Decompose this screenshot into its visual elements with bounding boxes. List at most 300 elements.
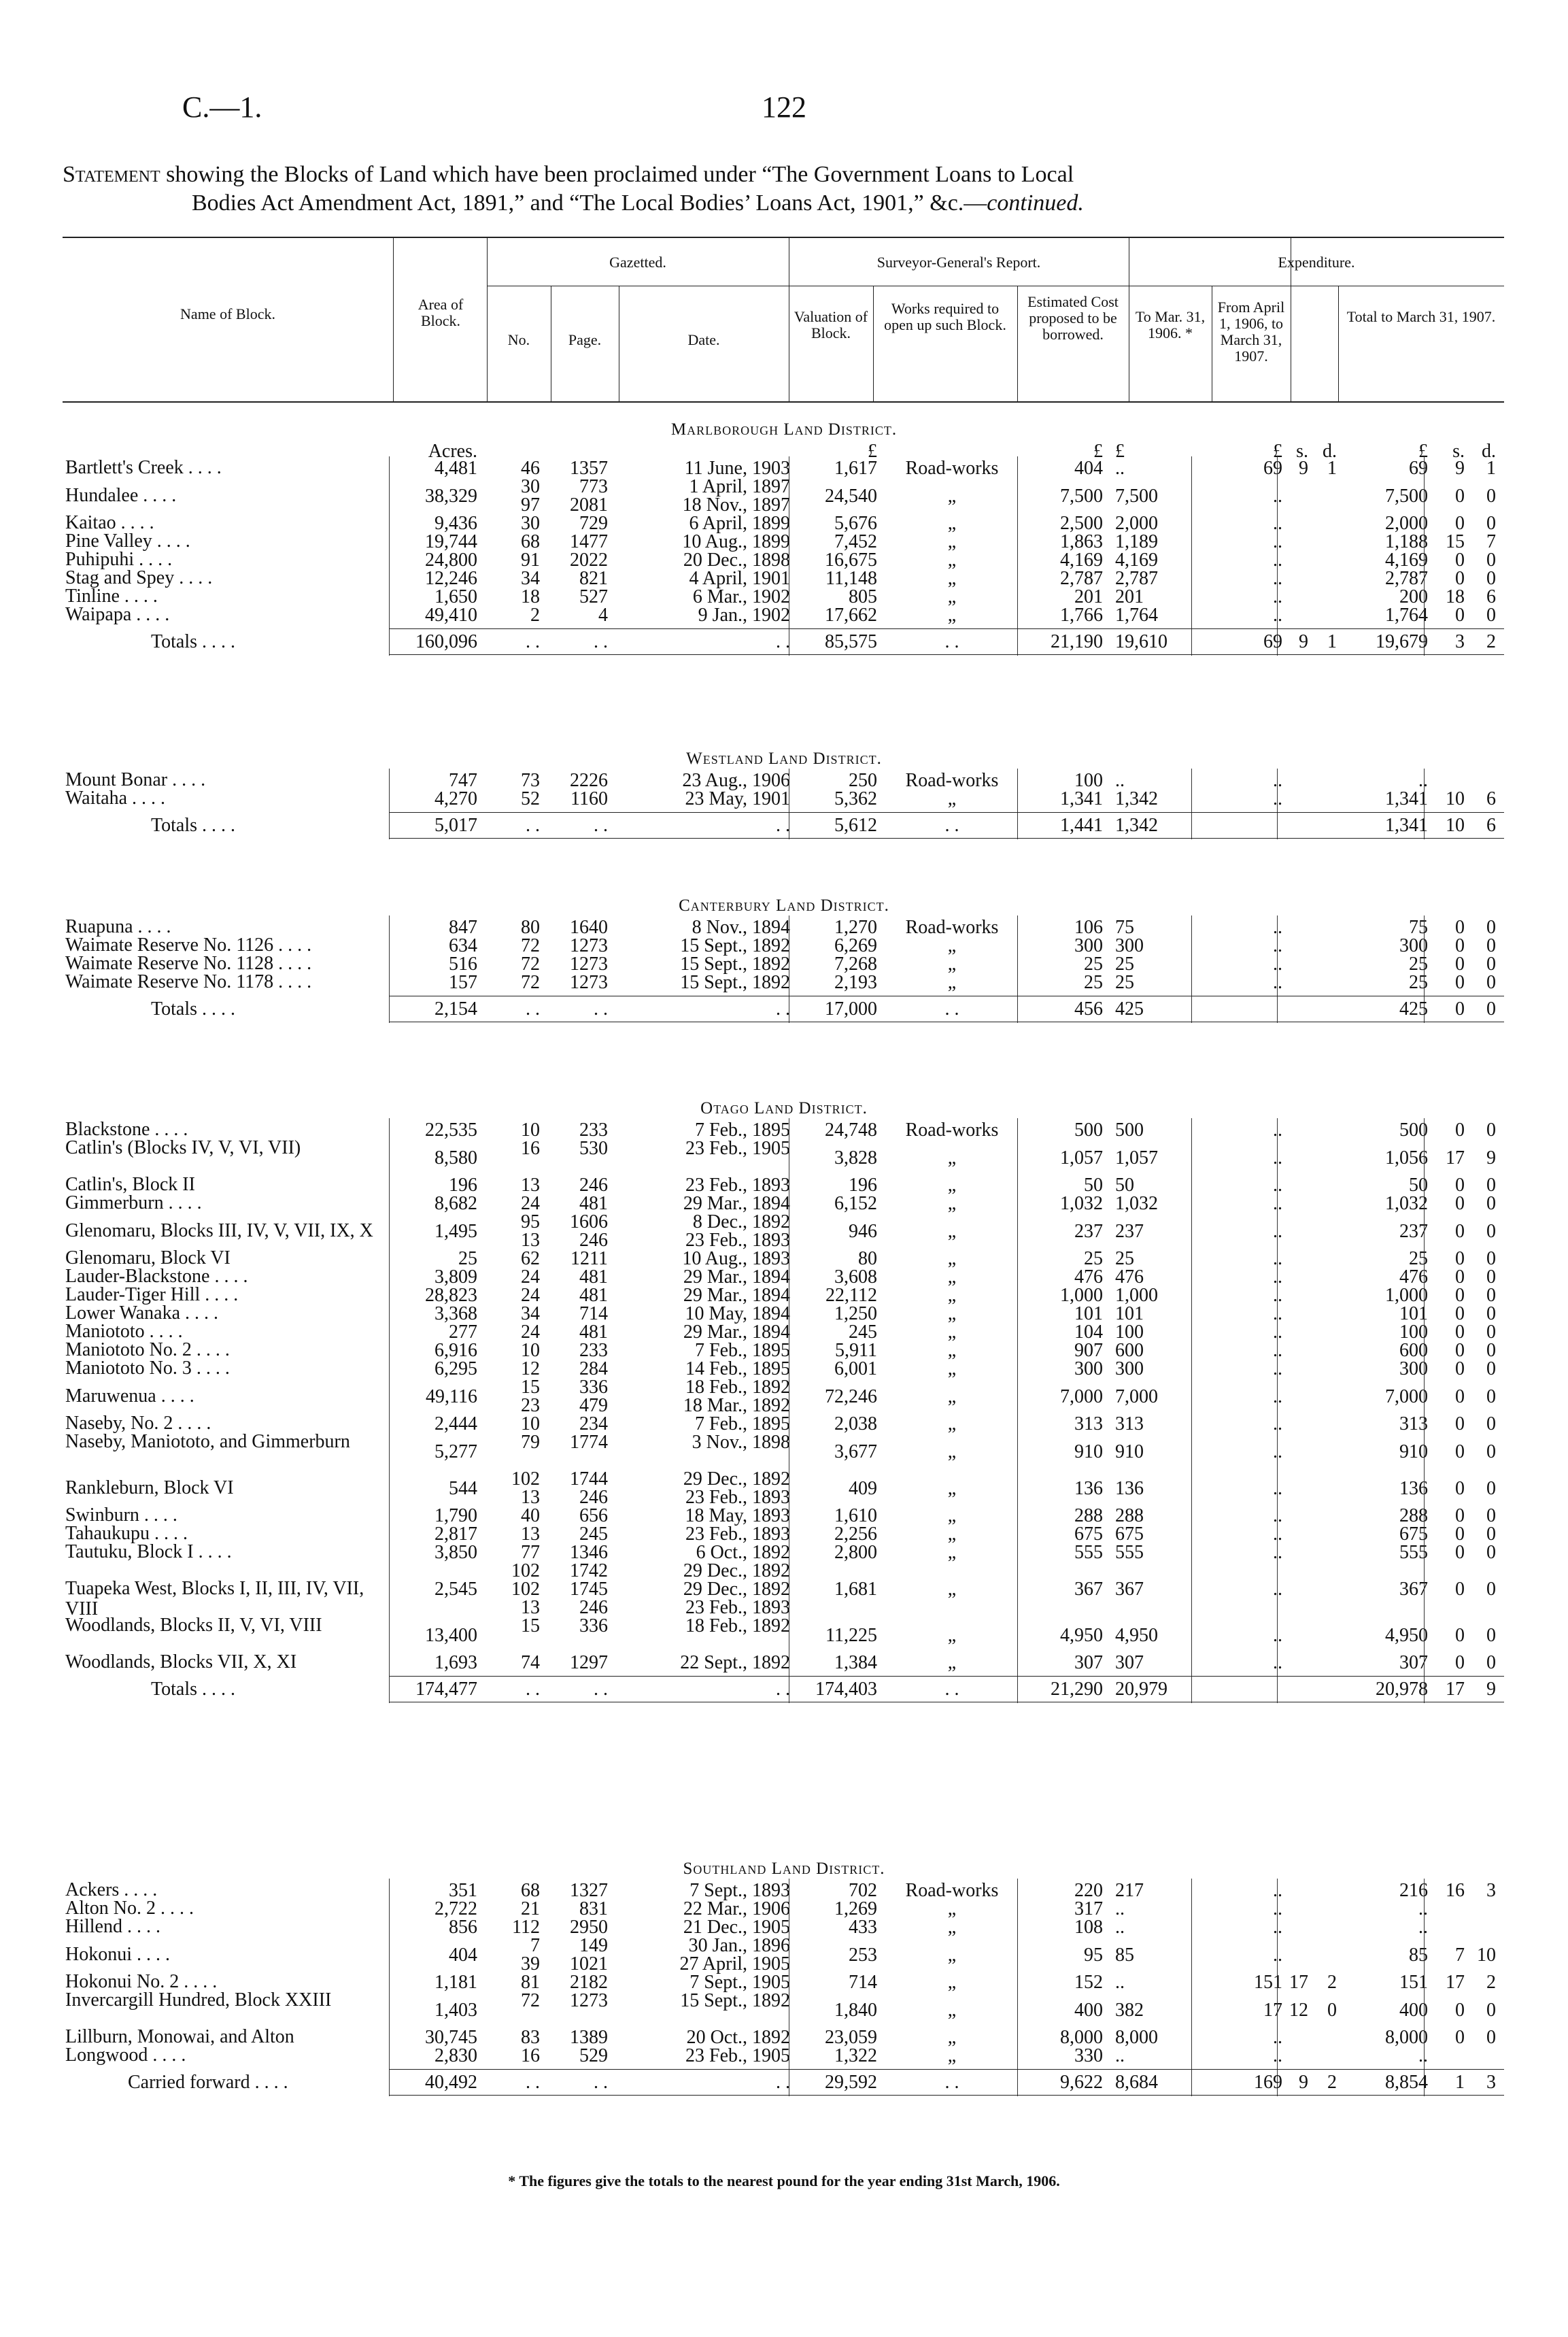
- totals-rule: [389, 654, 1504, 655]
- gazette-no-cell: 15: [521, 1377, 540, 1398]
- from-apr-cell: ..: [1273, 1505, 1282, 1526]
- totals-no: . .: [526, 998, 540, 1020]
- total-shillings: 0: [1455, 485, 1465, 507]
- total-pounds: 25: [1409, 972, 1428, 993]
- from-apr-cell: ..: [1273, 1944, 1282, 1966]
- block-name: Hokonui No. 2 . . . .: [65, 1971, 218, 1992]
- gazette-date-cell: 4 April, 1901: [689, 568, 790, 589]
- to-mar-cell: 8,000: [1115, 2027, 1158, 2048]
- works-cell: „: [947, 1652, 957, 1673]
- totals-total-pence: 3: [1486, 2072, 1496, 2093]
- gazette-date-cell: 22 Mar., 1906: [683, 1898, 790, 1919]
- col-no-header: No.: [507, 331, 530, 348]
- to-mar-cell: 136: [1115, 1477, 1144, 1499]
- gazette-date-cell: 30 Jan., 1896: [688, 1935, 790, 1956]
- estimated-cell: 25: [1084, 1248, 1103, 1269]
- gazette-no-cell: 23: [521, 1395, 540, 1416]
- works-cell: „: [947, 1413, 957, 1434]
- from-apr-cell: ..: [1273, 1147, 1282, 1168]
- works-cell: „: [947, 1898, 957, 1919]
- col-from-apr-header: From April 1, 1906, to March 31, 1907.: [1217, 299, 1285, 365]
- valuation-cell: 1,610: [834, 1505, 877, 1526]
- from-apr-cell: ..: [1273, 1524, 1282, 1545]
- to-mar-cell: 4,950: [1115, 1624, 1158, 1646]
- from-apr-shillings: 17: [1289, 1972, 1308, 1993]
- gazette-date-cell: 7 Feb., 1895: [695, 1340, 790, 1361]
- gazette-page-cell: 1273: [570, 1990, 608, 2011]
- gazette-date-cell: 11 June, 1903: [684, 458, 790, 479]
- block-name: Tautuku, Block I . . . .: [65, 1541, 232, 1562]
- gazette-date-cell: 23 Feb., 1893: [685, 1524, 790, 1545]
- total-pounds: 367: [1399, 1579, 1428, 1600]
- to-mar-cell: 75: [1115, 917, 1134, 938]
- works-cell: „: [947, 1999, 957, 2021]
- totals-works: . .: [944, 1679, 959, 1700]
- col-to-mar-header: To Mar. 31, 1906. *: [1135, 308, 1206, 341]
- column-rule: [1277, 456, 1278, 656]
- works-cell: „: [947, 1624, 957, 1646]
- area-cell: 1,495: [434, 1220, 477, 1242]
- gazette-date-cell: 7 Feb., 1895: [695, 1413, 790, 1434]
- gazette-page-cell: 529: [579, 2045, 608, 2066]
- block-name: Glenomaru, Block VI: [65, 1247, 231, 1268]
- total-pence: 0: [1486, 1220, 1496, 1242]
- gazette-date-cell: 14 Feb., 1895: [685, 1358, 790, 1379]
- block-name: Pine Valley . . . .: [65, 531, 190, 552]
- totals-rule: [389, 838, 1504, 839]
- totals-area: 5,017: [434, 815, 477, 836]
- area-cell: 25: [458, 1248, 477, 1269]
- column-rule: [1017, 1118, 1018, 1703]
- estimated-cell: 1,057: [1060, 1147, 1103, 1168]
- totals-from-apr-pence: 1: [1327, 631, 1337, 652]
- works-cell: „: [947, 1441, 957, 1462]
- unit-s-total: s.: [1452, 441, 1465, 462]
- total-shillings: 0: [1455, 917, 1465, 938]
- unit-pound-from: £: [1273, 441, 1282, 462]
- from-apr-cell: ..: [1273, 1880, 1282, 1901]
- totals-works: . .: [944, 631, 959, 652]
- total-pence: 0: [1486, 917, 1496, 938]
- gazette-date-cell: 23 Feb., 1893: [685, 1597, 790, 1618]
- valuation-cell: 2,038: [834, 1413, 877, 1434]
- total-pence: 0: [1486, 1652, 1496, 1673]
- block-name: Rankleburn, Block VI: [65, 1477, 234, 1498]
- from-apr-cell: ..: [1273, 1624, 1282, 1646]
- total-pounds: 4,950: [1385, 1624, 1428, 1646]
- block-name: Woodlands, Blocks II, V, VI, VIII: [65, 1615, 322, 1636]
- gazette-no-cell: 102: [511, 1579, 540, 1600]
- gazette-no-cell: 13: [521, 1230, 540, 1251]
- estimated-cell: 1,341: [1060, 788, 1103, 809]
- area-cell: 3,850: [434, 1542, 477, 1563]
- estimated-cell: 1,032: [1060, 1193, 1103, 1214]
- to-mar-cell: ..: [1115, 1972, 1125, 1993]
- works-cell: „: [947, 1303, 957, 1324]
- area-cell: 49,410: [425, 605, 477, 626]
- gazette-no-cell: 10: [521, 1120, 540, 1141]
- gazette-page-cell: 1389: [570, 2027, 608, 2048]
- total-pounds: 500: [1399, 1120, 1428, 1141]
- to-mar-cell: ..: [1115, 1917, 1125, 1938]
- unit-acres: Acres.: [428, 441, 477, 462]
- valuation-cell: 2,193: [834, 972, 877, 993]
- gazette-date-cell: 22 Sept., 1892: [680, 1652, 790, 1673]
- totals-total-pence: 2: [1486, 631, 1496, 652]
- total-shillings: 16: [1446, 1880, 1465, 1901]
- estimated-cell: 2,500: [1060, 513, 1103, 534]
- area-cell: 544: [449, 1477, 477, 1499]
- totals-valuation: 17,000: [825, 998, 877, 1020]
- gazette-date-cell: 6 Mar., 1902: [692, 586, 790, 607]
- from-apr-cell: ..: [1273, 1477, 1282, 1499]
- to-mar-cell: 382: [1115, 1999, 1144, 2021]
- unit-d-total: d.: [1482, 441, 1496, 462]
- total-shillings: 0: [1455, 1477, 1465, 1499]
- area-cell: 1,693: [434, 1652, 477, 1673]
- total-pence: 0: [1486, 2027, 1496, 2048]
- to-mar-cell: 25: [1115, 1248, 1134, 1269]
- gazette-date-cell: 23 Feb., 1905: [685, 2045, 790, 2066]
- block-name: Waimate Reserve No. 1178 . . . .: [65, 971, 312, 992]
- gazette-no-cell: 24: [521, 1266, 540, 1288]
- area-cell: 19,744: [425, 531, 477, 552]
- gazette-no-cell: 102: [511, 1560, 540, 1581]
- estimated-cell: 317: [1074, 1898, 1103, 1919]
- gazette-no-cell: 34: [521, 1303, 540, 1324]
- gazette-page-cell: 336: [579, 1377, 608, 1398]
- area-cell: 856: [449, 1917, 477, 1938]
- gazette-no-cell: 7: [530, 1935, 540, 1956]
- gazette-no-cell: 15: [521, 1615, 540, 1636]
- works-cell: Road-works: [905, 1880, 999, 1901]
- total-pence: 1: [1486, 458, 1496, 479]
- area-cell: 8,580: [434, 1147, 477, 1168]
- total-pence: 0: [1486, 1358, 1496, 1379]
- total-pence: 0: [1486, 1266, 1496, 1288]
- total-shillings: 0: [1455, 1303, 1465, 1324]
- total-shillings: 17: [1446, 1147, 1465, 1168]
- valuation-cell: 11,148: [825, 568, 877, 589]
- gazette-no-cell: 24: [521, 1193, 540, 1214]
- total-pounds: 675: [1399, 1524, 1428, 1545]
- block-name: Gimmerburn . . . .: [65, 1192, 202, 1213]
- total-pence: 0: [1486, 972, 1496, 993]
- block-name: Catlin's (Blocks IV, V, VI, VII): [65, 1137, 301, 1158]
- gazette-page-cell: 1774: [570, 1432, 608, 1453]
- works-cell: Road-works: [905, 1120, 999, 1141]
- gazette-page-cell: 481: [579, 1285, 608, 1306]
- total-pounds: 476: [1399, 1266, 1428, 1288]
- works-cell: „: [947, 568, 957, 589]
- total-shillings: 0: [1455, 1340, 1465, 1361]
- from-apr-cell: ..: [1273, 1579, 1282, 1600]
- gazette-page-cell: 284: [579, 1358, 608, 1379]
- area-cell: 1,181: [434, 1972, 477, 1993]
- works-cell: „: [947, 1972, 957, 1993]
- estimated-cell: 476: [1074, 1266, 1103, 1288]
- unit-s-from: s.: [1296, 441, 1308, 462]
- total-pounds: ..: [1418, 1898, 1428, 1919]
- gazette-date-cell: 20 Dec., 1898: [683, 550, 790, 571]
- valuation-cell: 1,840: [834, 1999, 877, 2021]
- total-shillings: 0: [1455, 568, 1465, 589]
- estimated-cell: 101: [1074, 1303, 1103, 1324]
- valuation-cell: 1,322: [834, 2045, 877, 2066]
- total-shillings: 0: [1455, 935, 1465, 956]
- from-apr-cell: ..: [1273, 1120, 1282, 1141]
- totals-page: . .: [594, 1679, 608, 1700]
- works-cell: „: [947, 605, 957, 626]
- totals-estimated: 21,290: [1051, 1679, 1103, 1700]
- total-pounds: 7,500: [1385, 485, 1428, 507]
- total-pounds: 1,056: [1385, 1147, 1428, 1168]
- totals-label: Carried forward . . . .: [128, 2072, 288, 2093]
- to-mar-cell: 1,189: [1115, 531, 1158, 552]
- to-mar-cell: 4,169: [1115, 550, 1158, 571]
- gazette-page-cell: 1744: [570, 1468, 608, 1490]
- title-line-1: showing the Blocks of Land which have been proclaimed under “The Government Loans to Local: [160, 162, 1074, 187]
- block-name: Puhipuhi . . . .: [65, 549, 173, 570]
- estimated-cell: 201: [1074, 586, 1103, 607]
- block-name: Stag and Spey . . . .: [65, 567, 213, 588]
- gazette-no-cell: 68: [521, 1880, 540, 1901]
- total-pence: 0: [1486, 1322, 1496, 1343]
- to-mar-cell: 1,032: [1115, 1193, 1158, 1214]
- block-name: Kaitao . . . .: [65, 512, 154, 533]
- to-mar-cell: ..: [1115, 770, 1125, 791]
- estimated-cell: 104: [1074, 1322, 1103, 1343]
- from-apr-cell: ..: [1273, 935, 1282, 956]
- total-pounds: 200: [1399, 586, 1428, 607]
- total-pence: 7: [1486, 531, 1496, 552]
- area-cell: 24,800: [425, 550, 477, 571]
- gazette-page-cell: 527: [579, 586, 608, 607]
- total-pence: 0: [1486, 1303, 1496, 1324]
- works-cell: „: [947, 586, 957, 607]
- gazette-date-cell: 29 Mar., 1894: [683, 1322, 790, 1343]
- estimated-cell: 1,863: [1060, 531, 1103, 552]
- totals-rule: [389, 628, 1504, 629]
- valuation-cell: 2,256: [834, 1524, 877, 1545]
- from-apr-shillings: 9: [1299, 458, 1308, 479]
- total-pounds: 300: [1399, 935, 1428, 956]
- total-pounds: 555: [1399, 1542, 1428, 1563]
- estimated-cell: 8,000: [1060, 2027, 1103, 2048]
- totals-works: . .: [944, 2072, 959, 2093]
- total-shillings: 0: [1455, 1999, 1465, 2021]
- gazette-page-cell: 1273: [570, 935, 608, 956]
- works-cell: „: [947, 1944, 957, 1966]
- works-cell: „: [947, 2027, 957, 2048]
- gazette-page-cell: 481: [579, 1193, 608, 1214]
- area-cell: 22,535: [425, 1120, 477, 1141]
- block-name: Alton No. 2 . . . .: [65, 1898, 194, 1919]
- total-pence: 0: [1486, 568, 1496, 589]
- estimated-cell: 220: [1074, 1880, 1103, 1901]
- works-cell: „: [947, 1385, 957, 1407]
- totals-page: . .: [594, 631, 608, 652]
- valuation-cell: 433: [849, 1917, 877, 1938]
- totals-area: 174,477: [415, 1679, 477, 1700]
- valuation-cell: 7,452: [834, 531, 877, 552]
- estimated-cell: 106: [1074, 917, 1103, 938]
- works-cell: „: [947, 1220, 957, 1242]
- gazette-no-cell: 21: [521, 1898, 540, 1919]
- works-cell: „: [947, 1266, 957, 1288]
- estimated-cell: 108: [1074, 1917, 1103, 1938]
- to-mar-cell: 25: [1115, 972, 1134, 993]
- estimated-cell: 100: [1074, 770, 1103, 791]
- valuation-cell: 80: [858, 1248, 877, 1269]
- gazette-date-cell: 6 Oct., 1892: [696, 1542, 790, 1563]
- gazette-no-cell: 13: [521, 1487, 540, 1508]
- block-name: Lower Wanaka . . . .: [65, 1302, 219, 1324]
- block-name: Ruapuna . . . .: [65, 916, 171, 937]
- to-mar-cell: 500: [1115, 1120, 1144, 1141]
- totals-total-shillings: 10: [1446, 815, 1465, 836]
- totals-to-mar: 1,342: [1115, 815, 1158, 836]
- from-apr-cell: ..: [1273, 1542, 1282, 1563]
- gazette-date-cell: 18 Nov., 1897: [682, 494, 790, 516]
- gazette-no-cell: 72: [521, 1990, 540, 2011]
- footnote: * The figures give the totals to the nearest pound for the year ending 31st March, 1906.: [508, 2172, 1060, 2189]
- column-rule: [1277, 1118, 1278, 1703]
- gazette-date-cell: 7 Sept., 1893: [689, 1880, 790, 1901]
- area-cell: 1,790: [434, 1505, 477, 1526]
- gazette-no-cell: 97: [521, 494, 540, 516]
- gazette-page-cell: 233: [579, 1340, 608, 1361]
- column-rule: [1191, 1879, 1192, 2096]
- total-shillings: 0: [1455, 1220, 1465, 1242]
- area-cell: 2,817: [434, 1524, 477, 1545]
- to-mar-cell: 313: [1115, 1413, 1144, 1434]
- block-name: Lillburn, Monowai, and Alton: [65, 2026, 294, 2047]
- total-shillings: 18: [1446, 586, 1465, 607]
- from-apr-cell: ..: [1273, 550, 1282, 571]
- gazette-page-cell: 1327: [570, 1880, 608, 1901]
- estimated-cell: 330: [1074, 2045, 1103, 2066]
- valuation-cell: 6,269: [834, 935, 877, 956]
- gazette-page-cell: 530: [579, 1138, 608, 1159]
- total-pence: 0: [1486, 550, 1496, 571]
- gazette-page-cell: 1357: [570, 458, 608, 479]
- estimated-cell: 136: [1074, 1477, 1103, 1499]
- total-pounds: 151: [1399, 1972, 1428, 1993]
- gazette-page-cell: 336: [579, 1615, 608, 1636]
- total-pence: 0: [1486, 1248, 1496, 1269]
- page-number: 122: [762, 90, 806, 124]
- total-pence: 0: [1486, 1340, 1496, 1361]
- to-mar-cell: 1,342: [1115, 788, 1158, 809]
- block-name: Bartlett's Creek . . . .: [65, 457, 222, 478]
- to-mar-cell: 101: [1115, 1303, 1144, 1324]
- gazette-date-cell: 6 April, 1899: [689, 513, 790, 534]
- total-shillings: 0: [1455, 1322, 1465, 1343]
- area-cell: 847: [449, 917, 477, 938]
- total-pounds: ..: [1418, 770, 1428, 791]
- col-gazetted-header: Gazetted.: [609, 254, 666, 271]
- block-name: Maniototo No. 3 . . . .: [65, 1358, 230, 1379]
- gazette-page-cell: 1346: [570, 1542, 608, 1563]
- from-apr-cell: ..: [1273, 1193, 1282, 1214]
- totals-total-shillings: 3: [1455, 631, 1465, 652]
- gazette-page-cell: 656: [579, 1505, 608, 1526]
- col-sgr-header: Surveyor-General's Report.: [876, 254, 1041, 271]
- total-pounds: 313: [1399, 1413, 1428, 1434]
- estimated-cell: 2,787: [1060, 568, 1103, 589]
- valuation-cell: 245: [849, 1322, 877, 1343]
- gazette-no-cell: 10: [521, 1340, 540, 1361]
- valuation-cell: 3,608: [834, 1266, 877, 1288]
- gazette-page-cell: 234: [579, 1413, 608, 1434]
- from-apr-cell: ..: [1273, 770, 1282, 791]
- from-apr-cell: ..: [1273, 568, 1282, 589]
- total-pounds: 25: [1409, 1248, 1428, 1269]
- to-mar-cell: 7,000: [1115, 1385, 1158, 1407]
- works-cell: „: [947, 2045, 957, 2066]
- totals-from-apr-pounds: 169: [1254, 2072, 1282, 2093]
- from-apr-cell: ..: [1273, 1385, 1282, 1407]
- gazette-date-cell: 29 Dec., 1892: [683, 1468, 790, 1490]
- estimated-cell: 910: [1074, 1441, 1103, 1462]
- block-name: Lauder-Blackstone . . . .: [65, 1266, 248, 1287]
- area-cell: 2,722: [434, 1898, 477, 1919]
- area-cell: 2,830: [434, 2045, 477, 2066]
- totals-estimated: 456: [1074, 998, 1103, 1020]
- gazette-page-cell: 773: [579, 476, 608, 497]
- total-pence: 0: [1486, 1624, 1496, 1646]
- total-shillings: 0: [1455, 1193, 1465, 1214]
- valuation-cell: 1,617: [834, 458, 877, 479]
- works-cell: „: [947, 513, 957, 534]
- from-apr-cell: ..: [1273, 1413, 1282, 1434]
- to-mar-cell: ..: [1115, 1898, 1125, 1919]
- total-shillings: 0: [1455, 2027, 1465, 2048]
- works-cell: „: [947, 1193, 957, 1214]
- to-mar-cell: 2,000: [1115, 513, 1158, 534]
- gazette-no-cell: 30: [521, 513, 540, 534]
- valuation-cell: 1,270: [834, 917, 877, 938]
- estimated-cell: 404: [1074, 458, 1103, 479]
- total-shillings: 0: [1455, 1542, 1465, 1563]
- totals-to-mar: 20,979: [1115, 1679, 1168, 1700]
- works-cell: „: [947, 1579, 957, 1600]
- gazette-no-cell: 72: [521, 954, 540, 975]
- from-apr-cell: ..: [1273, 954, 1282, 975]
- totals-label: Totals . . . .: [151, 631, 236, 652]
- gazette-date-cell: 15 Sept., 1892: [680, 1990, 790, 2011]
- gazette-no-cell: 74: [521, 1652, 540, 1673]
- from-apr-cell: ..: [1273, 605, 1282, 626]
- gazette-page-cell: 1640: [570, 917, 608, 938]
- totals-total-pence: 9: [1486, 1679, 1496, 1700]
- estimated-cell: 555: [1074, 1542, 1103, 1563]
- from-apr-cell: ..: [1273, 1652, 1282, 1673]
- total-shillings: 0: [1455, 1266, 1465, 1288]
- gazette-date-cell: 8 Dec., 1892: [692, 1211, 790, 1232]
- column-rule: [1017, 1879, 1018, 2096]
- col-expenditure-header: Expenditure.: [1278, 254, 1355, 271]
- gazette-date-cell: 8 Nov., 1894: [692, 917, 790, 938]
- gazette-page-cell: 246: [579, 1487, 608, 1508]
- gazette-page-cell: 479: [579, 1395, 608, 1416]
- to-mar-cell: 2,787: [1115, 568, 1158, 589]
- gazette-no-cell: 91: [521, 550, 540, 571]
- estimated-cell: 367: [1074, 1579, 1103, 1600]
- from-apr-cell: ..: [1273, 1266, 1282, 1288]
- totals-label: Totals . . . .: [151, 998, 236, 1020]
